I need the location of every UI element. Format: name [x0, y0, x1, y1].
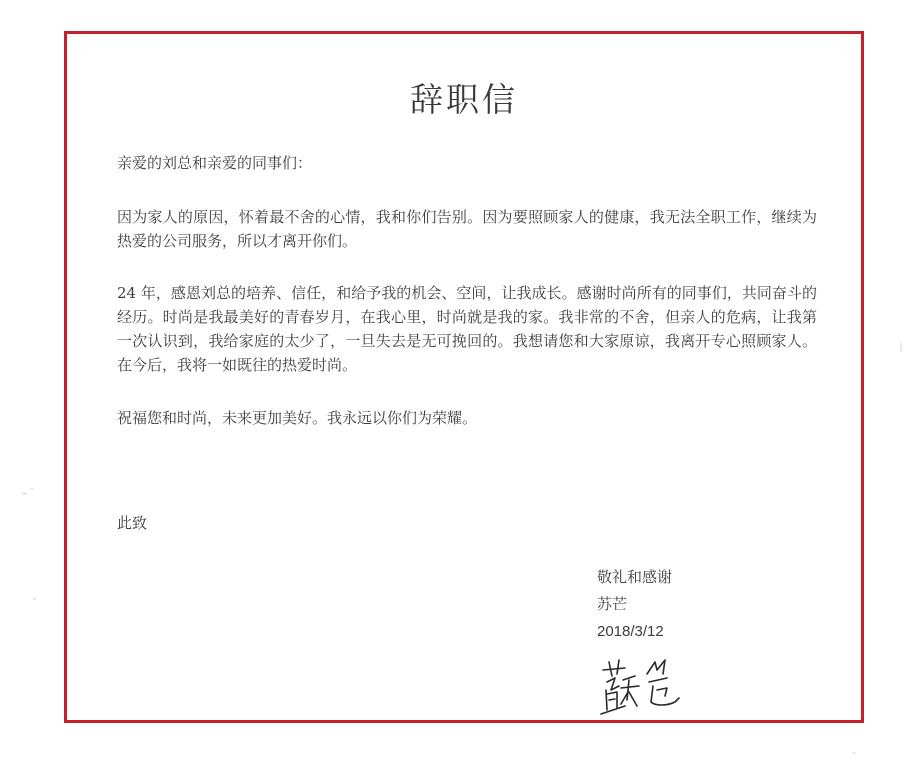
scan-speck — [30, 488, 34, 490]
scan-speck — [33, 597, 36, 600]
letter-paragraph-2: 24 年，感恩刘总的培养、信任，和给予我的机会、空间，让我成长。感谢时尚所有的同事们，共同奋斗的经历。时尚是我最美好的青春岁月，在我心里，时尚就是我的家。我非常的不舍，但亲人的危病，让我第一次认识到，我给家庭的太少了，一旦失去是无可挽回的。我想请您和大家原谅，我离开专心照顾家人。在今后，我将一如既往的热爱时尚。 — [117, 284, 817, 374]
letter-salutation: 亲爱的刘总和亲爱的同事们： — [117, 154, 313, 172]
scan-speck — [852, 752, 856, 754]
author-name: 苏芒 — [597, 595, 628, 613]
letter-paragraph-1: 因为家人的原因，怀着最不舍的心情，我和你们告别。因为要照顾家人的健康，我无法全职工作，继续为热爱的公司服务，所以才离开你们。 — [117, 208, 817, 250]
resignation-letter-frame — [64, 31, 864, 723]
letter-date: 2018/3/12 — [597, 623, 664, 640]
signature-block — [597, 564, 672, 645]
letter-closing: 此致 — [117, 514, 148, 532]
scan-speck — [900, 343, 902, 352]
letter-paragraph-3: 祝福您和时尚，未来更加美好。我永远以你们为荣耀。 — [117, 409, 478, 427]
sign-off-text: 敬礼和感谢 — [597, 568, 673, 586]
letter-title: 辞职信 — [410, 80, 518, 119]
handwritten-signature-icon — [595, 656, 695, 726]
scan-speck — [22, 492, 27, 495]
